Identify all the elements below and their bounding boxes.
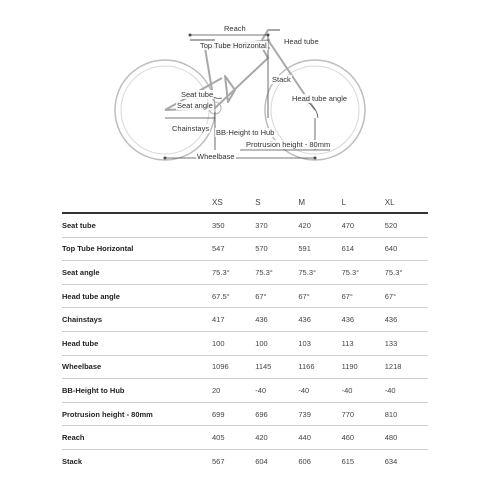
table-cell: 696 <box>255 402 298 426</box>
table-cell: 67° <box>385 284 428 308</box>
header-corner <box>62 192 212 213</box>
table-cell: 75.3° <box>212 261 255 285</box>
table-row <box>62 331 428 355</box>
row-label: Chainstays <box>62 308 212 332</box>
table-cell: 470 <box>342 213 385 237</box>
table-row <box>62 308 428 332</box>
table-cell: 436 <box>342 308 385 332</box>
table-cell: 634 <box>385 449 428 472</box>
size-m-header: M <box>298 197 306 207</box>
table-cell: 1218 <box>385 355 428 379</box>
row-label: Head tube angle <box>62 284 212 308</box>
table-cell: 67° <box>342 284 385 308</box>
label-chainstays: Chainstays <box>172 124 210 133</box>
table-cell: 113 <box>342 331 385 355</box>
table-cell: -40 <box>255 379 298 403</box>
table-cell: -40 <box>342 379 385 403</box>
table-cell: 67° <box>298 284 341 308</box>
row-label: BB-Height to Hub <box>62 379 212 403</box>
table-row <box>62 261 428 285</box>
row-label: Wheelbase <box>62 355 212 379</box>
table-cell: -40 <box>385 379 428 403</box>
label-protrusion: Protrusion height - 80mm <box>246 140 331 149</box>
table-cell: 480 <box>385 426 428 450</box>
table-cell: 420 <box>255 426 298 450</box>
table-cell: 75.3° <box>385 261 428 285</box>
table-cell: -40 <box>298 379 341 403</box>
bike-drawing <box>0 0 500 185</box>
bike-geometry-diagram <box>0 0 500 185</box>
table-cell: 100 <box>255 331 298 355</box>
table-cell: 1190 <box>342 355 385 379</box>
table-row <box>62 213 428 237</box>
row-label: Head tube <box>62 331 212 355</box>
label-stack: Stack <box>272 75 291 84</box>
row-label: Stack <box>62 449 212 472</box>
table-cell: 420 <box>298 213 341 237</box>
table-cell: 133 <box>385 331 428 355</box>
table-row <box>62 426 428 450</box>
label-bb-height: BB-Height to Hub <box>216 128 275 137</box>
label-seat-tube: Seat tube <box>181 90 214 99</box>
table-cell: 75.3° <box>342 261 385 285</box>
geometry-table <box>62 192 428 473</box>
size-xl-header: XL <box>384 197 395 207</box>
table-cell: 370 <box>255 213 298 237</box>
table-cell: 640 <box>385 237 428 261</box>
label-seat-angle: Seat angle <box>177 101 213 110</box>
table-cell: 567 <box>212 449 255 472</box>
table-cell: 460 <box>342 426 385 450</box>
label-reach: Reach <box>224 24 246 33</box>
table-row <box>62 379 428 403</box>
size-header-row <box>62 192 428 213</box>
table-cell: 436 <box>255 308 298 332</box>
table-cell: 739 <box>298 402 341 426</box>
table-cell: 614 <box>342 237 385 261</box>
table-cell: 699 <box>212 402 255 426</box>
table-cell: 1096 <box>212 355 255 379</box>
table-cell: 436 <box>385 308 428 332</box>
table-cell: 67° <box>255 284 298 308</box>
row-label: Seat tube <box>62 213 212 237</box>
table-cell: 520 <box>385 213 428 237</box>
table-cell: 436 <box>298 308 341 332</box>
table-cell: 570 <box>255 237 298 261</box>
row-label: Seat angle <box>62 261 212 285</box>
table-row <box>62 449 428 472</box>
table-cell: 405 <box>212 426 255 450</box>
table-row <box>62 402 428 426</box>
table-cell: 547 <box>212 237 255 261</box>
label-wheelbase: Wheelbase <box>197 152 235 161</box>
row-label: Reach <box>62 426 212 450</box>
table-cell: 417 <box>212 308 255 332</box>
row-label: Protrusion height - 80mm <box>62 402 212 426</box>
label-head-tube-angle: Head tube angle <box>292 94 348 103</box>
table-cell: 810 <box>385 402 428 426</box>
table-row <box>62 284 428 308</box>
table-cell: 350 <box>212 213 255 237</box>
size-l-header: L <box>341 197 347 207</box>
table-cell: 103 <box>298 331 341 355</box>
size-xs-header: XS <box>212 197 223 207</box>
table-cell: 615 <box>342 449 385 472</box>
size-s-header: S <box>255 197 261 207</box>
table-cell: 1145 <box>255 355 298 379</box>
row-label: Top Tube Horizontal <box>62 237 212 261</box>
table-cell: 591 <box>298 237 341 261</box>
table-cell: 75.3° <box>298 261 341 285</box>
table-cell: 67.5° <box>212 284 255 308</box>
table-row <box>62 237 428 261</box>
table-row <box>62 355 428 379</box>
table-cell: 100 <box>212 331 255 355</box>
table-cell: 75.3° <box>255 261 298 285</box>
table-cell: 1166 <box>298 355 341 379</box>
table-cell: 770 <box>342 402 385 426</box>
table-cell: 604 <box>255 449 298 472</box>
table-cell: 606 <box>298 449 341 472</box>
label-top-tube: Top Tube Horizontal <box>200 41 267 50</box>
label-head-tube: Head tube <box>284 37 319 46</box>
table-cell: 440 <box>298 426 341 450</box>
table-cell: 20 <box>212 379 255 403</box>
